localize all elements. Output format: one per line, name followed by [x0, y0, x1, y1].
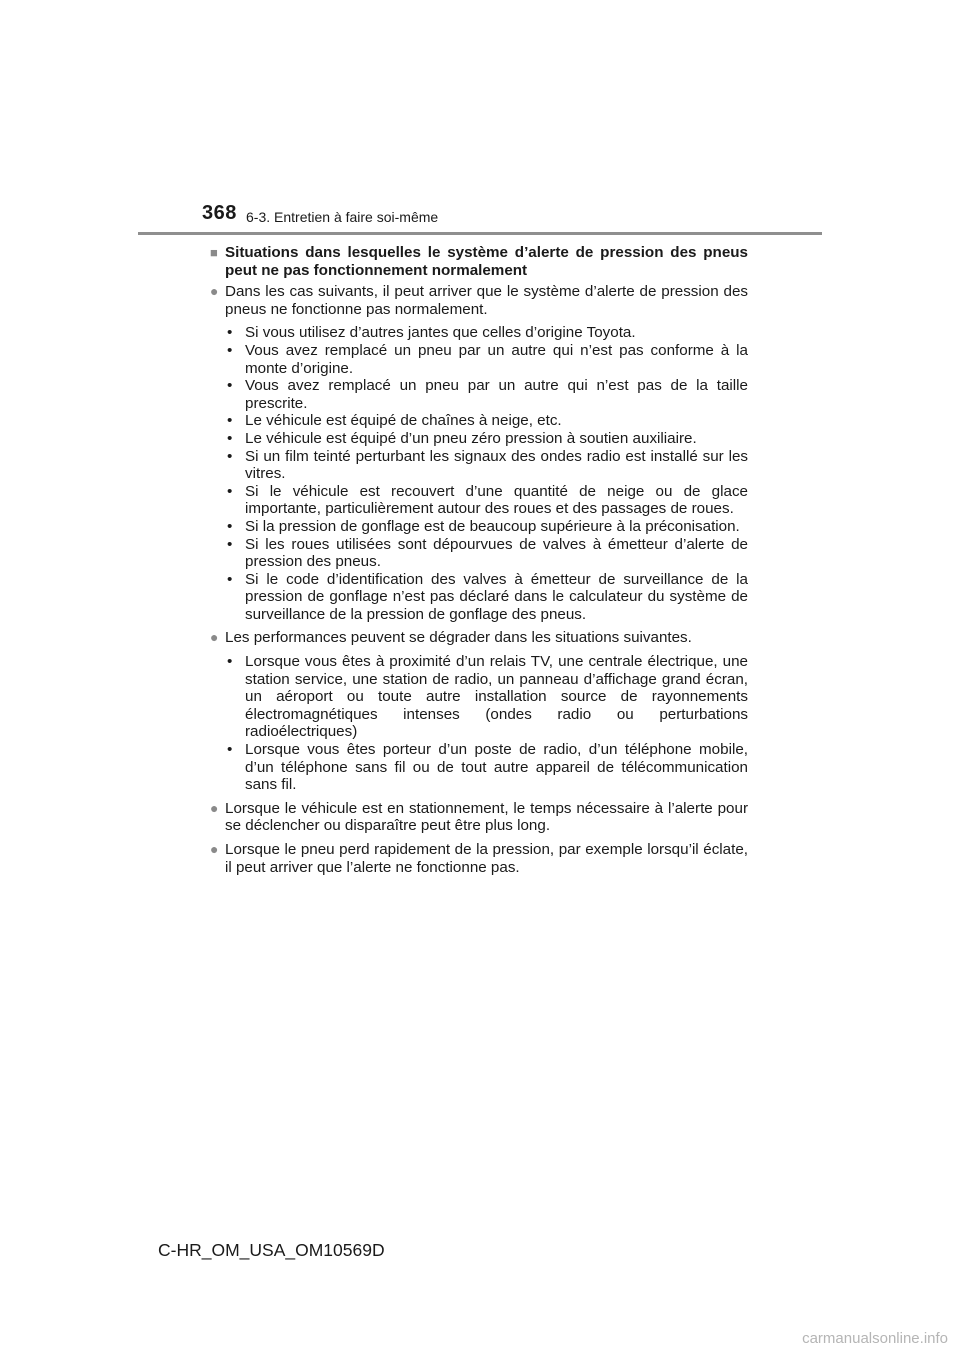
- list-item: [225, 518, 748, 536]
- dot-icon: •: [227, 482, 233, 500]
- dot-icon: •: [227, 412, 233, 430]
- watermark: carmanualsonline.info: [802, 1330, 948, 1347]
- bullet-item: [210, 800, 748, 835]
- list-item-text: Vous avez remplacé un pneu par un autre qui n’est pas conforme à la monte d’origine.: [245, 341, 748, 377]
- header-rule: [138, 232, 822, 235]
- list-item-text: Vous avez remplacé un pneu par un autre qui n’est pas de la taille prescrite.: [245, 377, 748, 412]
- dot-icon: •: [227, 741, 233, 759]
- bullet-circle-icon: ●: [210, 283, 219, 300]
- bullet-text: Lorsque le pneu perd rapidement de la pression, par exemple lorsqu’il éclate, il peut arriver que l’alerte ne fonctionne pas.: [225, 841, 748, 876]
- square-icon: ■: [210, 245, 218, 260]
- bullet-text: Les performances peuvent se dégrader dans les situations suivantes.: [225, 629, 692, 647]
- dot-icon: •: [227, 377, 233, 395]
- list-item-text: Si la pression de gonflage est de beaucoup supérieure à la préconisation.: [245, 517, 740, 535]
- chapter-title: 6-3. Entretien à faire soi-même: [246, 209, 439, 225]
- list-item: [225, 324, 748, 342]
- bullet-circle-icon: ●: [210, 629, 219, 646]
- list-item: [225, 448, 748, 483]
- bullet-circle-icon: ●: [210, 841, 219, 857]
- list-item: [225, 377, 748, 412]
- list-item: [225, 412, 748, 430]
- dot-icon: •: [227, 535, 233, 553]
- list-item-text: Lorsque vous êtes à proximité d’un relais TV, une centrale électrique, une station service, une station de radio, un panneau d’affichage grand écran, un aéroport ou toute autre installation source de rayonnements électromagnétiques intenses (ondes radio ou perturbations radioélectriques): [245, 653, 748, 741]
- section-heading: [210, 244, 748, 279]
- dot-icon: •: [227, 341, 233, 359]
- dot-icon: •: [227, 324, 233, 342]
- list-item: [225, 483, 748, 518]
- list-item-text: Lorsque vous êtes porteur d’un poste de radio, d’un téléphone mobile, d’un téléphone sans fil ou de tout autre appareil de télécommunication sans fil.: [245, 741, 748, 794]
- list-item-text: Si le véhicule est recouvert d’une quantité de neige ou de glace importante, particulièrement autour des roues et des passages de roues.: [245, 482, 748, 518]
- list-item-text: Si un film teinté perturbant les signaux des ondes radio est installé sur les vitres.: [245, 447, 748, 483]
- page-number: 368: [202, 202, 237, 224]
- list-item: [225, 342, 748, 377]
- bullet-text: Dans les cas suivants, il peut arriver que le système d’alerte de pression des pneus ne fonctionne pas normalement.: [225, 283, 748, 318]
- list-item-text: Le véhicule est équipé de chaînes à neige, etc.: [245, 412, 562, 430]
- doc-code: C-HR_OM_USA_OM10569D: [158, 1240, 385, 1260]
- list-item-text: Si les roues utilisées sont dépourvues de valves à émetteur d’alerte de pression des pneus.: [245, 535, 748, 571]
- list-item: [225, 430, 748, 448]
- list-item: [225, 741, 748, 794]
- dot-icon: •: [227, 517, 233, 535]
- list-item-text: Le véhicule est équipé d’un pneu zéro pression à soutien auxiliaire.: [245, 429, 697, 447]
- list-item: [225, 653, 748, 741]
- bullet-text: Lorsque le véhicule est en stationnement, le temps nécessaire à l’alerte pour se déclencher ou disparaître peut être plus long.: [225, 799, 748, 835]
- sub-list: [225, 324, 748, 623]
- list-item-text: Si vous utilisez d’autres jantes que celles d’origine Toyota.: [245, 324, 636, 342]
- bullet-item: [210, 629, 748, 647]
- bullet-item: [210, 283, 748, 318]
- sub-list: [225, 653, 748, 794]
- dot-icon: •: [227, 447, 233, 465]
- list-item-text: Si le code d’identification des valves à émetteur de surveillance de la pression de gonflage n’est pas déclaré dans le calculateur du système de surveillance de la pression de gonflage des pneus.: [245, 570, 748, 623]
- dot-icon: •: [227, 570, 233, 588]
- bullet-item: [210, 841, 748, 876]
- list-item: [225, 571, 748, 624]
- section-heading-text: Situations dans lesquelles le système d’alerte de pression des pneus peut ne pas fonctionnement normalement: [225, 244, 748, 279]
- dot-icon: •: [227, 653, 233, 671]
- list-item: [225, 536, 748, 571]
- bullet-circle-icon: ●: [210, 799, 219, 816]
- page-content: [210, 244, 748, 876]
- dot-icon: •: [227, 429, 233, 447]
